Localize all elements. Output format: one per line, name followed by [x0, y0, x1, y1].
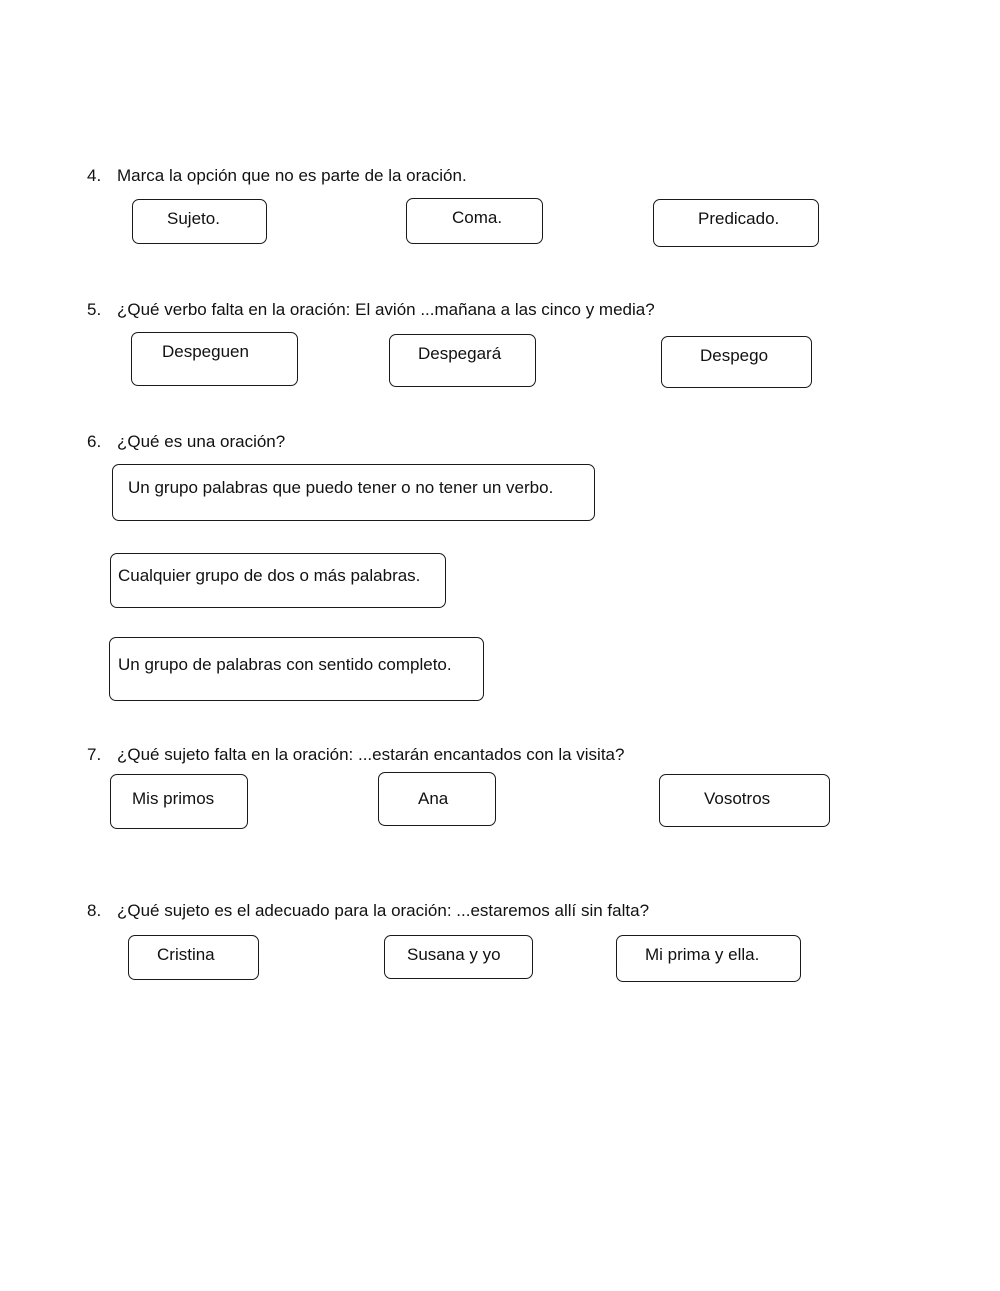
option-q5-1[interactable] [131, 332, 298, 386]
option-q7-3[interactable] [659, 774, 830, 827]
option-q5-2[interactable] [389, 334, 536, 387]
question-7 [87, 745, 624, 765]
option-q7-1[interactable] [110, 774, 248, 829]
option-q6-2[interactable] [110, 553, 446, 608]
question-text: ¿Qué sujeto es el adecuado para la oración: ...estaremos allí sin falta? [117, 901, 650, 920]
option-label: Mi prima y ella. [645, 945, 760, 964]
option-label: Sujeto. [167, 209, 220, 228]
question-text: ¿Qué es una oración? [117, 432, 286, 451]
option-label: Cristina [157, 945, 215, 964]
option-q8-1[interactable] [128, 935, 259, 980]
option-q4-1[interactable] [132, 199, 267, 244]
question-number: 4. [87, 166, 102, 185]
option-q6-3[interactable] [109, 637, 484, 701]
option-label: Susana y yo [407, 945, 501, 964]
option-label: Despegará [418, 344, 502, 363]
option-label: Un grupo palabras que puedo tener o no tener un verbo. [128, 478, 554, 497]
option-label: Cualquier grupo de dos o más palabras. [118, 566, 421, 585]
option-q8-2[interactable] [384, 935, 533, 979]
option-q8-3[interactable] [616, 935, 801, 982]
question-number: 6. [87, 432, 102, 451]
question-6 [87, 432, 285, 452]
option-label: Un grupo de palabras con sentido completo. [118, 655, 452, 674]
question-number: 8. [87, 901, 102, 920]
option-q7-2[interactable] [378, 772, 496, 826]
option-q5-3[interactable] [661, 336, 812, 388]
question-number: 5. [87, 300, 102, 319]
question-number: 7. [87, 745, 102, 764]
option-q4-2[interactable] [406, 198, 543, 244]
option-q6-1[interactable] [112, 464, 595, 521]
question-4 [87, 166, 467, 186]
question-text: Marca la opción que no es parte de la oración. [117, 166, 467, 185]
question-text: ¿Qué sujeto falta en la oración: ...estarán encantados con la visita? [117, 745, 625, 764]
question-text: ¿Qué verbo falta en la oración: El avión ...mañana a las cinco y media? [117, 300, 655, 319]
option-label: Mis primos [132, 789, 215, 808]
option-label: Ana [418, 789, 449, 808]
question-5 [87, 300, 655, 320]
option-label: Vosotros [704, 789, 771, 808]
question-8 [87, 901, 649, 921]
option-label: Predicado. [698, 209, 780, 228]
option-label: Despego [700, 346, 769, 365]
option-label: Despeguen [162, 342, 249, 361]
option-label: Coma. [452, 208, 503, 227]
option-q4-3[interactable] [653, 199, 819, 247]
